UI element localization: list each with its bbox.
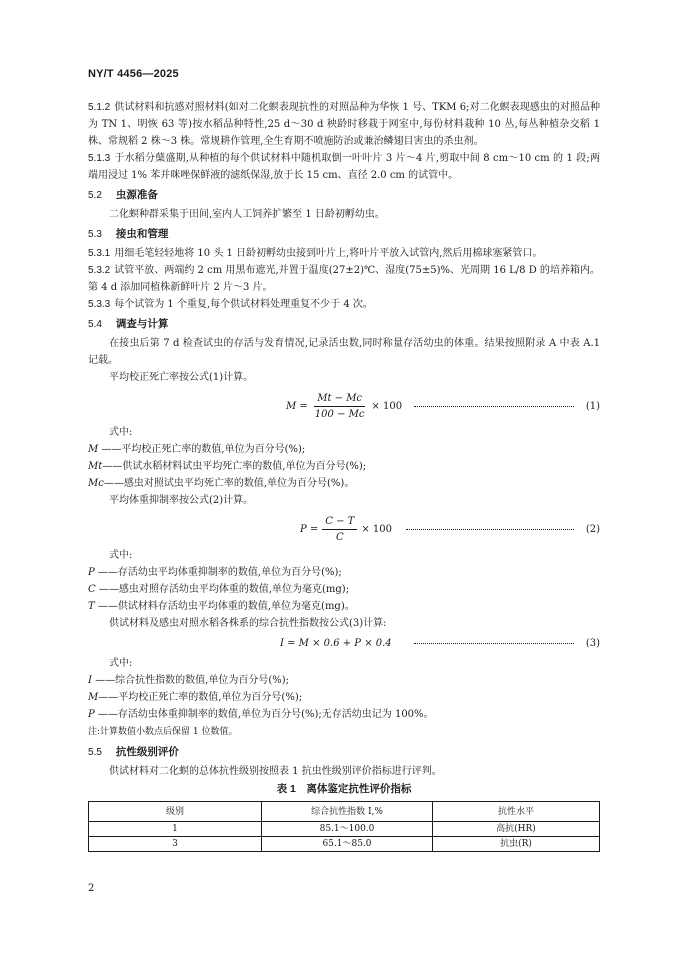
- section-title: 抗性级别评价: [115, 746, 179, 758]
- paragraph: 供试材料对二化螟的总体抗性级别按照表 1 抗虫性级别评价指标进行评判。: [109, 766, 442, 777]
- section-heading-5-4: [88, 316, 600, 333]
- dash: ——: [94, 567, 118, 578]
- definition-text: 感虫对照试虫平均死亡率的数值,单位为百分号(%)。: [123, 478, 355, 489]
- formula-lhs: M =: [286, 400, 308, 412]
- clause-text: 用细毛笔轻轻地将 10 头 1 日龄初孵幼虫接到叶片上,将叶片平放入试管内,然后用棉球塞紧管口。: [114, 248, 543, 259]
- formula-1: [88, 390, 600, 422]
- fraction-denominator: 100 − Mc: [314, 408, 365, 420]
- section-title: 虫源准备: [115, 189, 158, 201]
- definition-text: 供试材料存活幼虫平均体重的数值,单位为毫克(mg)。: [117, 601, 355, 612]
- definition: [88, 564, 600, 581]
- symbol: M: [88, 692, 99, 703]
- note: 注:计算数值小数点后保留 1 位数值。: [88, 727, 238, 737]
- fraction-numerator: C − T: [322, 515, 357, 530]
- paragraph: 二化螟种群采集于田间,室内人工饲养扩繁至 1 日龄初孵幼虫。: [109, 209, 385, 220]
- definition: [88, 672, 600, 689]
- table-row: [89, 822, 600, 837]
- dash: ——: [98, 692, 119, 703]
- column-header: 级别: [89, 802, 262, 822]
- fraction: [312, 392, 368, 421]
- section-heading-5-2: [88, 187, 600, 204]
- dash: ——: [103, 478, 124, 489]
- section-heading-5-3: [88, 226, 600, 243]
- symbol: P: [88, 709, 95, 720]
- symbol: I: [88, 675, 92, 686]
- definition: [88, 475, 600, 492]
- dash: ——: [94, 601, 118, 612]
- clause-5-3-1: [88, 245, 600, 262]
- table-row: [89, 837, 600, 852]
- clause-text: 试管平放、两端约 2 cm 用黑布遮光,并置于温度(27±2)℃、湿度(75±5)%、光周期 16 L/8 D 的培养箱内。第 4 d 添加同植株新鲜叶片 2 片～3 片。: [88, 265, 600, 293]
- formula-intro: 平均体重抑制率按公式(2)计算。: [109, 495, 254, 506]
- clause-5-1-3: [88, 150, 600, 184]
- page-body: [88, 99, 600, 852]
- fraction: [322, 515, 357, 544]
- definition: [88, 458, 600, 475]
- definition-text: 存活幼虫体重抑制率的数值,单位为百分号(%);无存活幼虫记为 100%。: [117, 709, 434, 720]
- clause-number: 5.1.2: [88, 102, 111, 113]
- fraction-denominator: C: [336, 531, 344, 543]
- table-cell: 3: [89, 837, 262, 852]
- clause-number: 5.3.1: [88, 248, 111, 259]
- equation-number: (2): [585, 523, 600, 535]
- section-number: 5.4: [88, 319, 102, 330]
- clause-text: 于水稻分蘖盛期,从种植的每个供试材料中随机取倒一叶叶片 3 片～4 片,剪取中间 8 cm～10 cm 的 1 段;两端用浸过 1% 苯并咪唑保鲜液的滤纸保湿,放于长 15 cm、直径 2.0 cm 的试管中。: [88, 153, 600, 181]
- formula-tail: × 100: [371, 400, 403, 412]
- symbol: P: [88, 567, 95, 578]
- dash: ——: [102, 461, 123, 472]
- equation-number: (3): [585, 638, 600, 649]
- dash: ——: [91, 675, 116, 686]
- table-cell: 抗虫(R): [433, 837, 600, 852]
- section-heading-5-5: [88, 744, 600, 761]
- clause-5-3-2: [88, 262, 600, 296]
- dot-leader: [414, 390, 574, 422]
- definition-text: 平均校正死亡率的数值,单位为百分号(%);: [118, 692, 303, 703]
- standard-number: NY/T 4456—2025: [88, 68, 179, 80]
- dash: ——: [94, 709, 118, 720]
- clause-5-1-2: [88, 99, 600, 150]
- clause-text: 供试材料和抗感对照材料(如对二化螟表现抗性的对照品种为华恢 1 号、TKM 6;对二化螟表现感虫的对照品种为 TN 1、明恢 63 等)按水稻品种特性,25 d～30 d 秧龄时移栽于网室中,每份材料栽种 10 丛,每丛种植杂交稻 1 株、常规稻 2 株～3 株。常规耕作管理,全生育期不喷施防治或兼治鳞翅目害虫的杀虫剂。: [88, 102, 600, 147]
- section-number: 5.2: [88, 190, 102, 201]
- clause-number: 5.1.3: [88, 153, 111, 164]
- definition-text: 供试水稻材料试虫平均死亡率的数值,单位为百分号(%);: [122, 461, 367, 472]
- dot-leader: [414, 634, 574, 653]
- dash: ——: [95, 584, 119, 595]
- paragraph: 在接虫后第 7 d 检查试虫的存活与发育情况,记录活虫数,同时称量存活幼虫的体重。结果按照附录 A 中表 A.1 记载。: [88, 338, 600, 366]
- table-cell: 65.1～85.0: [262, 837, 433, 852]
- equation-number: (1): [585, 400, 600, 412]
- table-cell: 85.1～100.0: [262, 822, 433, 837]
- fraction-numerator: Mt − Mc: [314, 392, 365, 407]
- formula-tail: × 100: [361, 523, 393, 535]
- symbol: Mt: [88, 461, 103, 472]
- symbol: Mc: [88, 478, 104, 489]
- table-header-row: [89, 802, 600, 822]
- formula-2: [88, 513, 600, 545]
- where-label: 式中:: [109, 427, 133, 438]
- definition-text: 存活幼虫平均体重抑制率的数值,单位为百分号(%);: [117, 567, 342, 578]
- symbol: C: [88, 584, 96, 595]
- table-caption: 表 1 离体鉴定抗性评价指标: [276, 783, 412, 795]
- dash: ——: [98, 444, 122, 455]
- section-number: 5.3: [88, 229, 102, 240]
- page-number: 2: [88, 883, 95, 894]
- symbol: T: [88, 601, 95, 612]
- definition: [88, 689, 600, 706]
- where-label: 式中:: [109, 550, 133, 561]
- section-title: 调查与计算: [115, 318, 169, 330]
- column-header: 抗性水平: [433, 802, 600, 822]
- clause-5-3-3: [88, 296, 600, 313]
- clause-number: 5.3.2: [88, 265, 111, 276]
- formula-expression: I = M × 0.6 + P × 0.4: [280, 638, 392, 649]
- formula-intro: 供试材料及感虫对照水稻各株系的综合抗性指数按公式(3)计算:: [109, 618, 387, 629]
- resistance-table: [88, 801, 600, 852]
- section-number: 5.5: [88, 747, 102, 758]
- definition: [88, 598, 600, 615]
- clause-text: 每个试管为 1 个重复,每个供试材料处理重复不少于 4 次。: [114, 299, 373, 310]
- definition: [88, 706, 600, 723]
- definition-text: 感虫对照存活幼虫平均体重的数值,单位为毫克(mg);: [118, 584, 350, 595]
- formula-intro: 平均校正死亡率按公式(1)计算。: [109, 372, 254, 383]
- table-cell: 1: [89, 822, 262, 837]
- symbol: M: [88, 444, 99, 455]
- definition: [88, 581, 600, 598]
- formula-3: [88, 634, 600, 653]
- formula-lhs: P =: [300, 523, 319, 535]
- dot-leader: [406, 513, 574, 545]
- where-label: 式中:: [109, 658, 133, 669]
- table-cell: 高抗(HR): [433, 822, 600, 837]
- definition-text: 平均校正死亡率的数值,单位为百分号(%);: [121, 444, 306, 455]
- section-title: 接虫和管理: [115, 228, 169, 240]
- column-header: 综合抗性指数 I,%: [262, 802, 433, 822]
- definition: [88, 441, 600, 458]
- clause-number: 5.3.3: [88, 299, 111, 310]
- definition-text: 综合抗性指数的数值,单位为百分号(%);: [115, 675, 289, 686]
